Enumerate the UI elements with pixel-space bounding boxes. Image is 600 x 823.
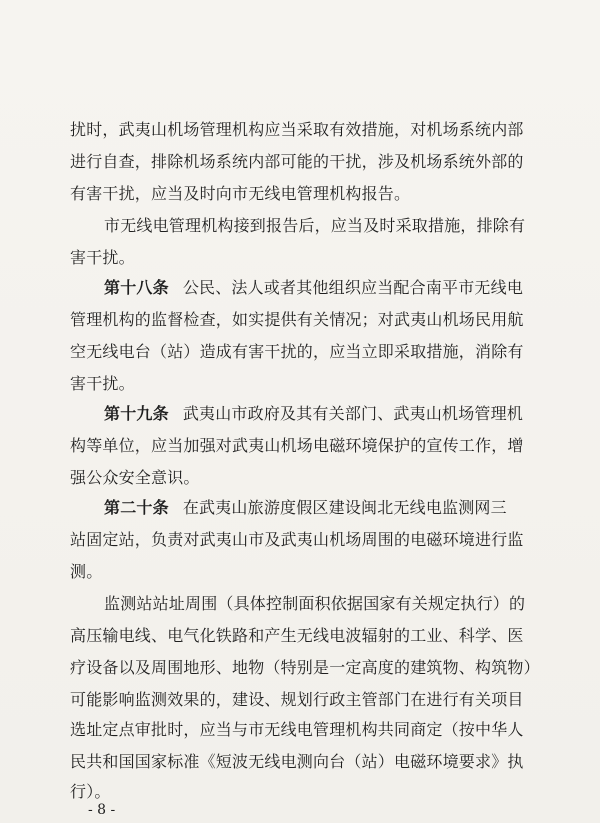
text-line xyxy=(0,434,600,458)
article-18-line xyxy=(0,276,600,300)
line-text: 可能影响监测效果的，建设、规划行政主管部门在进行有关项目 xyxy=(70,690,524,709)
line-text: 强公众安全意识。 xyxy=(70,468,200,487)
text-line xyxy=(0,150,600,174)
line-text: 扰时，武夷山机场管理机构应当采取有效措施，对机场系统内部 xyxy=(70,120,524,139)
line-text: 构等单位，应当加强对武夷山机场电磁环境保护的宣传工作，增 xyxy=(70,436,524,455)
line-text: 测。 xyxy=(70,562,103,581)
text-line xyxy=(0,656,600,680)
text-line xyxy=(0,118,600,142)
text-line xyxy=(0,624,600,648)
line-text: 民共和国国家标准《短波无线电测向台（站）电磁环境要求》执 xyxy=(70,752,524,771)
text-line xyxy=(0,750,600,774)
text-line xyxy=(0,592,600,616)
line-text: 有害干扰，应当及时向市无线电管理机构报告。 xyxy=(70,184,411,203)
text-line xyxy=(0,688,600,712)
line-text: 害干扰。 xyxy=(70,248,135,267)
line-text: 市无线电管理机构接到报告后，应当及时采取措施，排除有 xyxy=(104,216,526,235)
article-20-line xyxy=(0,496,600,520)
article-heading: 第十八条 xyxy=(104,278,169,297)
line-text: 选址定点审批时，应当与市无线电管理机构共同商定（按中华人 xyxy=(70,720,524,739)
line-text: 高压输电线、电气化铁路和产生无线电波辐射的工业、科学、医 xyxy=(70,626,524,645)
line-text: 在武夷山旅游度假区建设闽北无线电监测网三 xyxy=(182,498,507,517)
text-line xyxy=(0,308,600,332)
line-text: 公民、法人或者其他组织应当配合南平市无线电 xyxy=(182,278,524,297)
text-line xyxy=(0,372,600,396)
text-line xyxy=(0,246,600,270)
text-line xyxy=(0,718,600,742)
line-text: 空无线电台（站）造成有害干扰的，应当立即采取措施，消除有 xyxy=(70,342,524,361)
line-text: 武夷山市政府及其有关部门、武夷山机场管理机 xyxy=(182,404,524,423)
article-heading: 第二十条 xyxy=(104,498,169,517)
line-text: 行）。 xyxy=(70,782,111,801)
article-heading: 第十九条 xyxy=(104,404,169,423)
line-text: 站固定站，负责对武夷山市及武夷山机场周围的电磁环境进行监 xyxy=(70,530,524,549)
text-line xyxy=(0,182,600,206)
text-line xyxy=(0,528,600,552)
line-text: 害干扰。 xyxy=(70,374,135,393)
text-line xyxy=(0,560,600,584)
text-line xyxy=(0,340,600,364)
line-text: 管理机构的监督检查，如实提供有关情况；对武夷山机场民用航 xyxy=(70,310,524,329)
line-text: 监测站站址周围（具体控制面积依据国家有关规定执行）的 xyxy=(104,594,526,613)
line-text: 进行自查，排除机场系统内部可能的干扰，涉及机场系统外部的 xyxy=(70,152,524,171)
text-line xyxy=(0,214,600,238)
page-number: - 8 - xyxy=(88,802,116,818)
article-19-line xyxy=(0,402,600,426)
text-line xyxy=(0,466,600,490)
line-text: 疗设备以及周围地形、地物（特别是一定高度的建筑物、构筑物） xyxy=(70,658,540,677)
